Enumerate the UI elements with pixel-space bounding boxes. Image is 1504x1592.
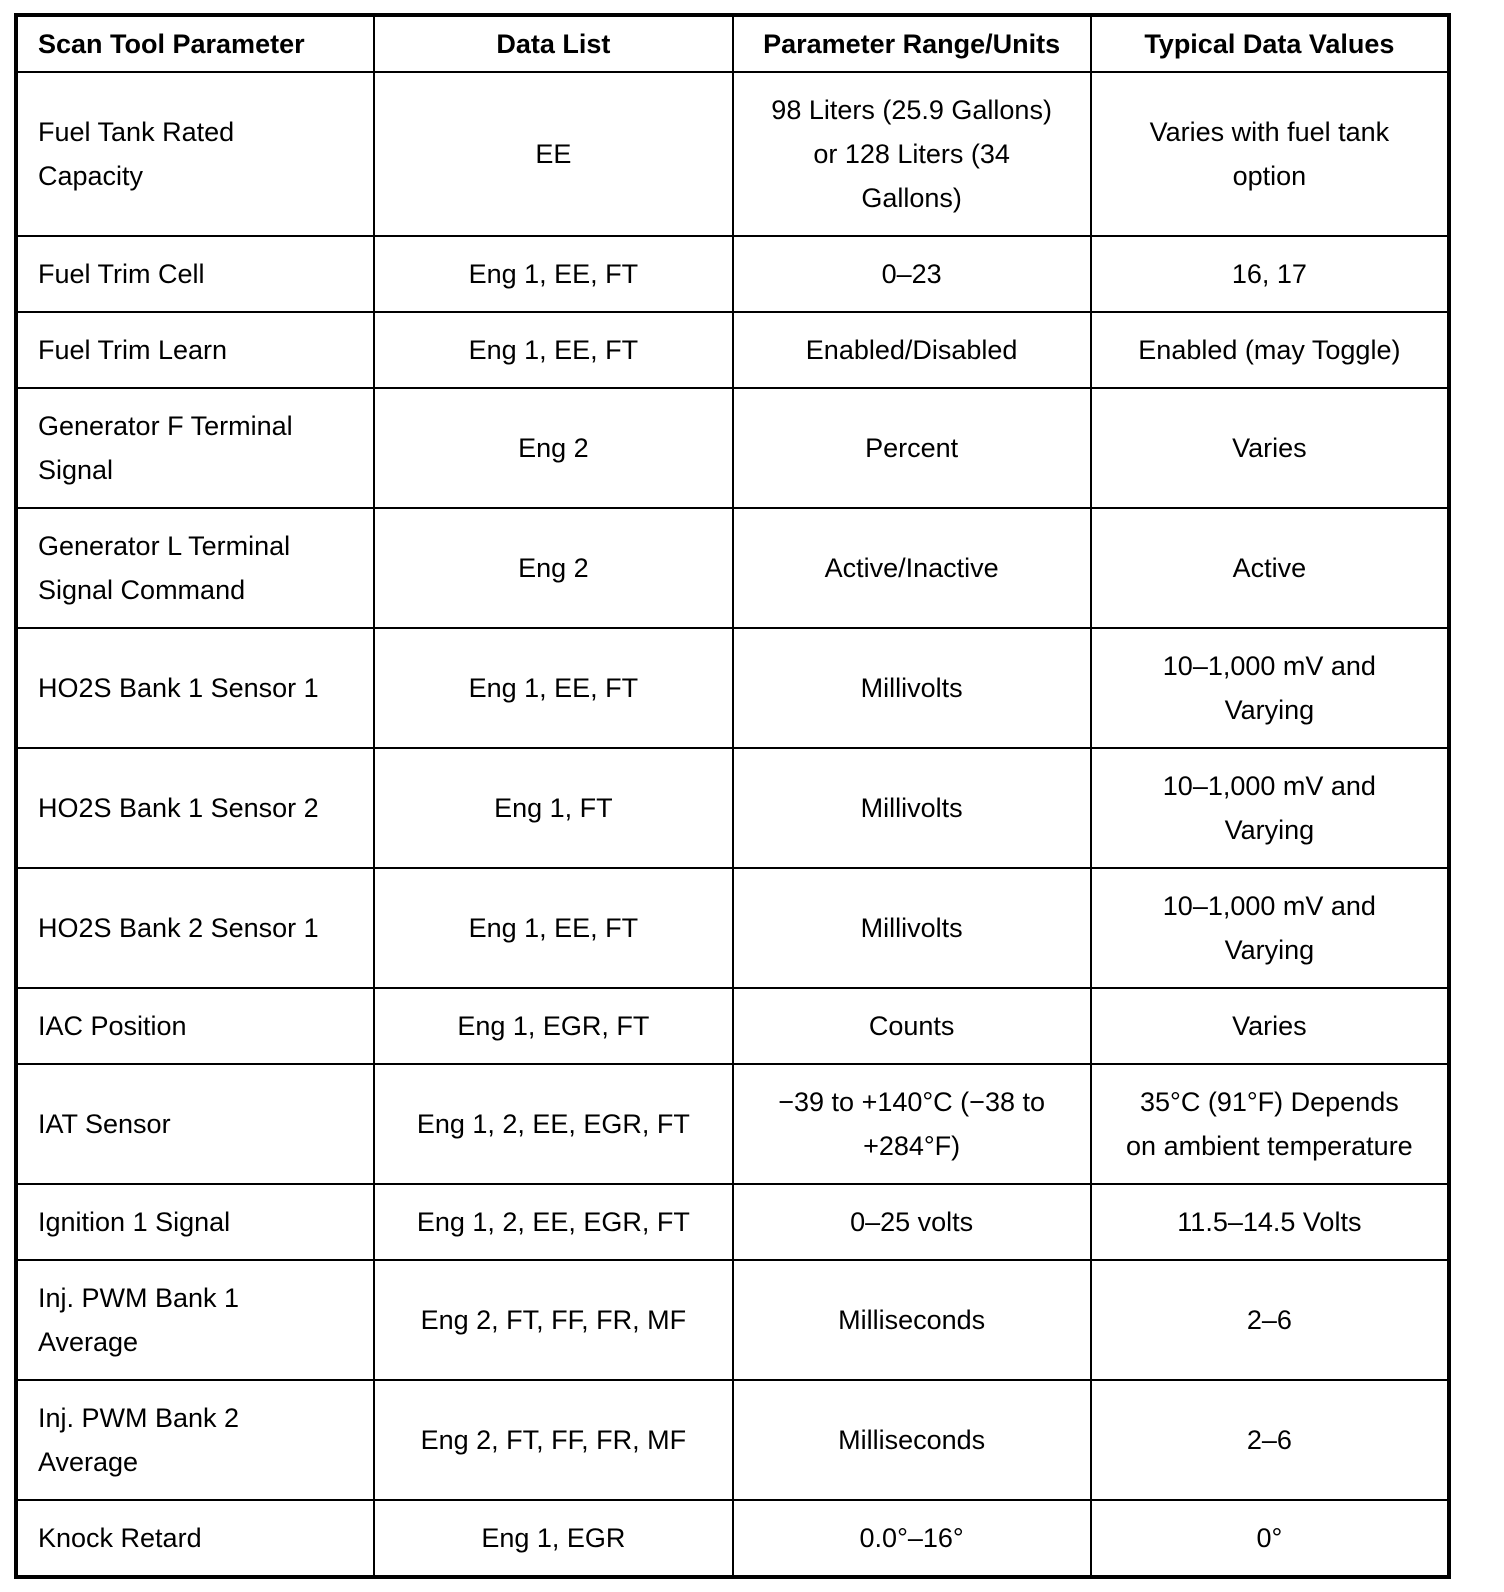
parameter-cell: Inj. PWM Bank 1 Average [16,1260,374,1380]
table-row [16,236,1449,312]
range-units-cell: Millivolts [733,628,1091,748]
table-row [16,1260,1449,1380]
data-list-cell: EE [374,72,732,236]
range-units-cell: 0–25 volts [733,1184,1091,1260]
column-header-range-units: Parameter Range/Units [733,15,1091,72]
typical-values-cell: Varies [1091,988,1449,1064]
column-header-data-list: Data List [374,15,732,72]
table-body [16,72,1449,1577]
data-list-cell: Eng 2, FT, FF, FR, MF [374,1260,732,1380]
parameter-cell: HO2S Bank 1 Sensor 1 [16,628,374,748]
data-list-cell: Eng 1, EE, FT [374,312,732,388]
table-row [16,748,1449,868]
typical-values-cell: 10–1,000 mV and Varying [1091,628,1449,748]
table-row [16,312,1449,388]
range-units-cell: Enabled/Disabled [733,312,1091,388]
scan-tool-parameter-table [14,13,1451,1579]
typical-values-cell: 10–1,000 mV and Varying [1091,748,1449,868]
typical-values-cell: Varies with fuel tank option [1091,72,1449,236]
typical-values-cell: Enabled (may Toggle) [1091,312,1449,388]
parameter-cell: Generator L Terminal Signal Command [16,508,374,628]
parameter-cell: IAT Sensor [16,1064,374,1184]
range-units-cell: Milliseconds [733,1260,1091,1380]
data-list-cell: Eng 1, EGR, FT [374,988,732,1064]
parameter-cell: Generator F Terminal Signal [16,388,374,508]
data-list-cell: Eng 1, 2, EE, EGR, FT [374,1064,732,1184]
range-units-cell: Active/Inactive [733,508,1091,628]
typical-values-cell: 35°C (91°F) Depends on ambient temperature [1091,1064,1449,1184]
range-units-cell: 98 Liters (25.9 Gallons) or 128 Liters (34 Gallons) [733,72,1091,236]
range-units-cell: Millivolts [733,748,1091,868]
parameter-cell: HO2S Bank 2 Sensor 1 [16,868,374,988]
table-row [16,508,1449,628]
table-row [16,628,1449,748]
typical-values-cell: 2–6 [1091,1260,1449,1380]
table-row [16,72,1449,236]
data-list-cell: Eng 1, FT [374,748,732,868]
column-header-parameter: Scan Tool Parameter [16,15,374,72]
data-list-cell: Eng 1, EE, FT [374,628,732,748]
typical-values-cell: 2–6 [1091,1380,1449,1500]
parameter-cell: Inj. PWM Bank 2 Average [16,1380,374,1500]
range-units-cell: 0–23 [733,236,1091,312]
typical-values-cell: Varies [1091,388,1449,508]
parameter-cell: Fuel Tank Rated Capacity [16,72,374,236]
data-list-cell: Eng 1, 2, EE, EGR, FT [374,1184,732,1260]
typical-values-cell: Active [1091,508,1449,628]
table-row [16,868,1449,988]
typical-values-cell: 16, 17 [1091,236,1449,312]
data-list-cell: Eng 2 [374,388,732,508]
data-list-cell: Eng 1, EGR [374,1500,732,1577]
range-units-cell: 0.0°–16° [733,1500,1091,1577]
parameter-cell: HO2S Bank 1 Sensor 2 [16,748,374,868]
data-list-cell: Eng 1, EE, FT [374,236,732,312]
typical-values-cell: 11.5–14.5 Volts [1091,1184,1449,1260]
table-row [16,388,1449,508]
table-row [16,1500,1449,1577]
range-units-cell: Counts [733,988,1091,1064]
parameter-cell: IAC Position [16,988,374,1064]
parameter-cell: Ignition 1 Signal [16,1184,374,1260]
typical-values-cell: 10–1,000 mV and Varying [1091,868,1449,988]
data-list-cell: Eng 2, FT, FF, FR, MF [374,1380,732,1500]
column-header-typical-values: Typical Data Values [1091,15,1449,72]
parameter-cell: Fuel Trim Learn [16,312,374,388]
typical-values-cell: 0° [1091,1500,1449,1577]
data-list-cell: Eng 1, EE, FT [374,868,732,988]
parameter-cell: Knock Retard [16,1500,374,1577]
table-row [16,988,1449,1064]
table-row [16,1380,1449,1500]
table-row [16,1184,1449,1260]
range-units-cell: Percent [733,388,1091,508]
table-row [16,1064,1449,1184]
range-units-cell: Milliseconds [733,1380,1091,1500]
data-list-cell: Eng 2 [374,508,732,628]
range-units-cell: Millivolts [733,868,1091,988]
range-units-cell: −39 to +140°C (−38 to +284°F) [733,1064,1091,1184]
table-header-row [16,15,1449,72]
parameter-cell: Fuel Trim Cell [16,236,374,312]
